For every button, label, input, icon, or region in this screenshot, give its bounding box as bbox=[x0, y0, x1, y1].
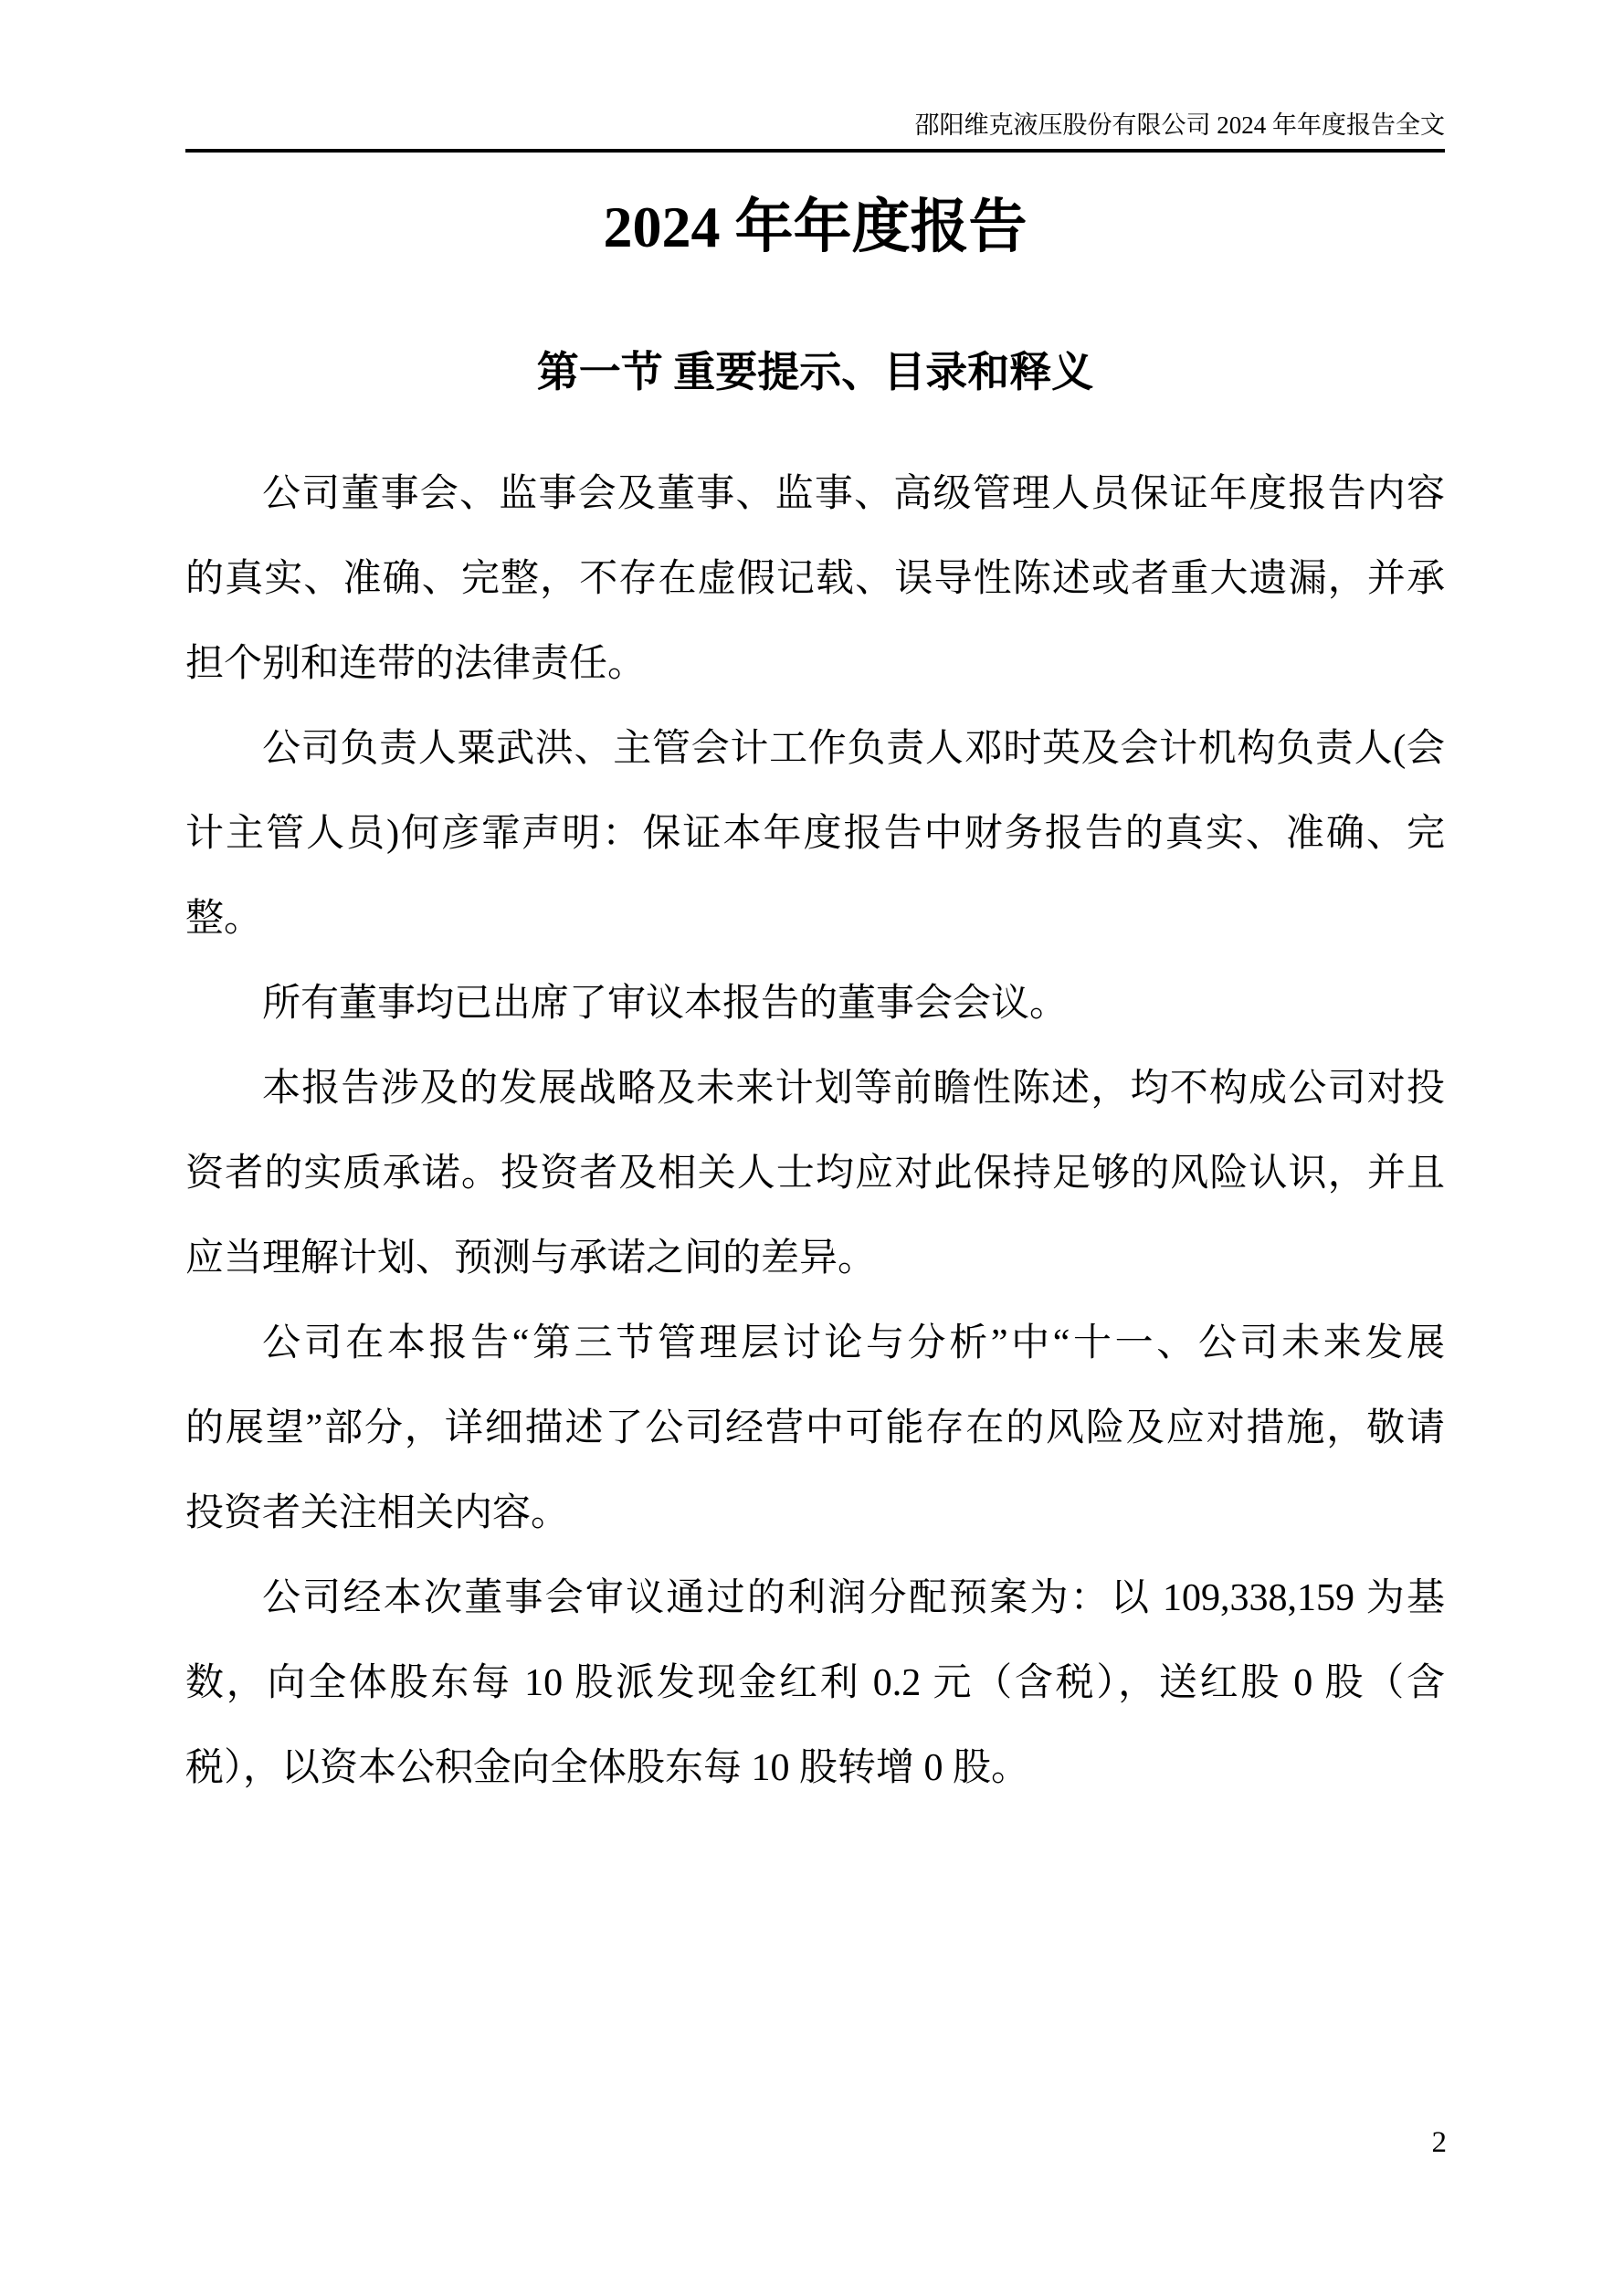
paragraph-line: 计主管人员)何彦霏声明：保证本年度报告中财务报告的真实、准确、完 bbox=[185, 813, 1445, 855]
paragraph bbox=[185, 962, 1445, 1047]
paragraph bbox=[185, 1047, 1445, 1301]
section-heading: 第一节 重要提示、目录和释义 bbox=[536, 349, 1094, 395]
body-paragraphs bbox=[185, 452, 1445, 1811]
paragraph bbox=[185, 452, 1445, 707]
paragraph-line: 担个别和连带的法律责任。 bbox=[185, 643, 647, 685]
paragraph-line: 的展望”部分，详细描述了公司经营中可能存在的风险及应对措施，敬请 bbox=[185, 1407, 1445, 1449]
paragraph-line: 投资者关注相关内容。 bbox=[185, 1492, 570, 1534]
paragraph-line: 公司负责人粟武洪、主管会计工作负责人邓时英及会计机构负责人(会 bbox=[262, 728, 1445, 770]
paragraph-line: 公司董事会、监事会及董事、监事、高级管理人员保证年度报告内容 bbox=[262, 473, 1445, 515]
paragraph-line: 应当理解计划、预测与承诺之间的差异。 bbox=[185, 1238, 877, 1280]
paragraph-line: 整。 bbox=[185, 898, 263, 940]
paragraph-line: 资者的实质承诺。投资者及相关人士均应对此保持足够的风险认识，并且 bbox=[185, 1153, 1445, 1195]
page-number: 2 bbox=[1431, 2126, 1447, 2159]
paragraph-line: 数，向全体股东每 10 股派发现金红利 0.2 元（含税），送红股 0 股（含 bbox=[185, 1662, 1445, 1704]
paragraph bbox=[185, 707, 1445, 962]
paragraph-line: 的真实、准确、完整，不存在虚假记载、误导性陈述或者重大遗漏，并承 bbox=[185, 558, 1445, 600]
paragraph bbox=[185, 1301, 1445, 1556]
paragraph-line: 所有董事均已出席了审议本报告的董事会会议。 bbox=[262, 983, 1069, 1025]
paragraph-line: 公司经本次董事会审议通过的利润分配预案为：以 109,338,159 为基 bbox=[262, 1577, 1445, 1619]
paragraph-line: 税），以资本公积金向全体股东每 10 股转增 0 股。 bbox=[185, 1747, 1030, 1789]
paragraph bbox=[185, 1556, 1445, 1811]
running-header: 邵阳维克液压股份有限公司 2024 年年度报告全文 bbox=[185, 110, 1445, 153]
paragraph-line: 本报告涉及的发展战略及未来计划等前瞻性陈述，均不构成公司对投 bbox=[262, 1068, 1445, 1110]
paragraph-line: 公司在本报告“第三节管理层讨论与分析”中“十一、公司未来发展 bbox=[262, 1322, 1445, 1364]
page-title: 2024 年年度报告 bbox=[603, 195, 1028, 259]
